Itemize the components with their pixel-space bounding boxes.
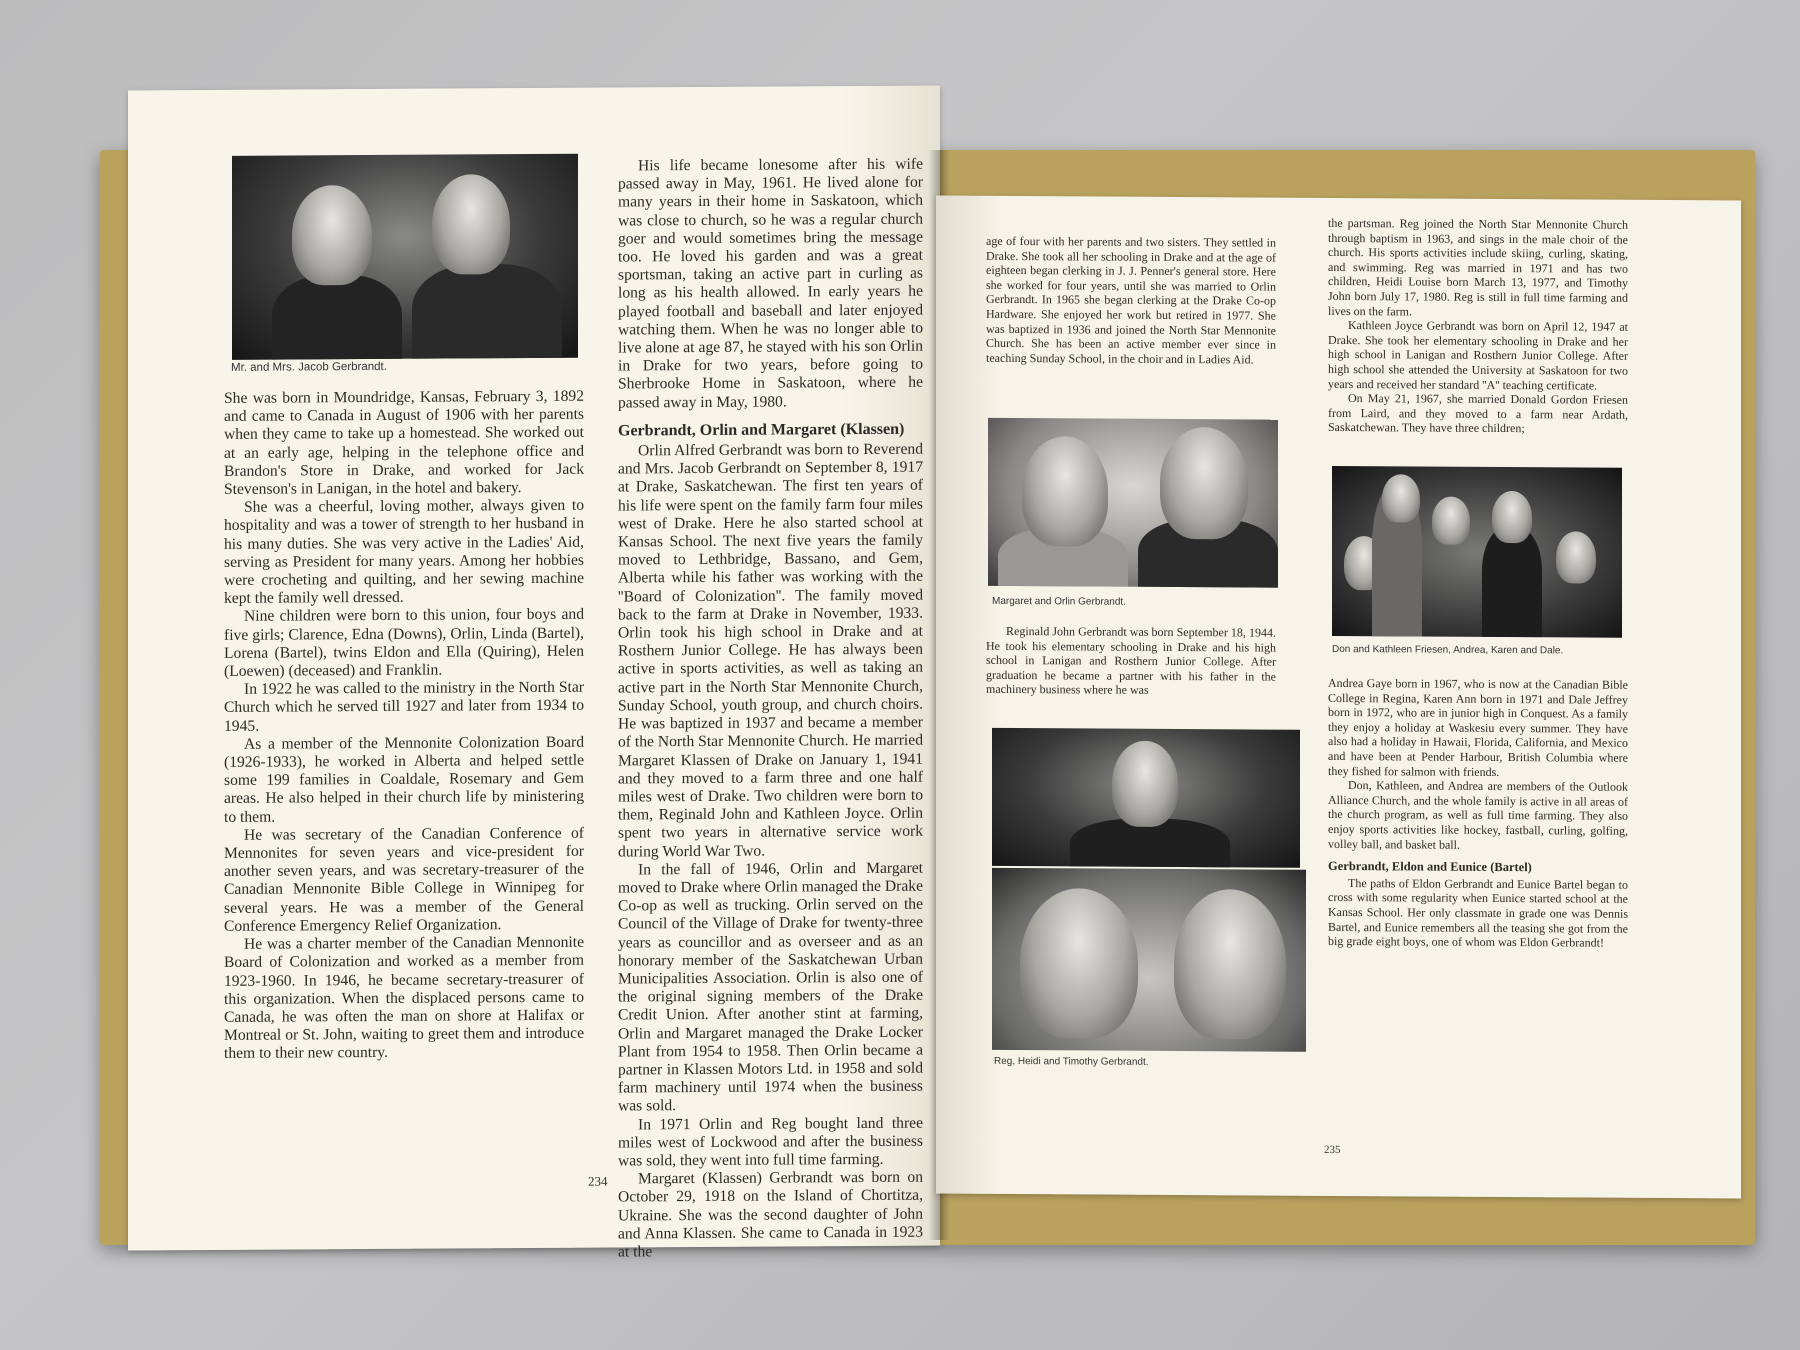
photo-caption: Don and Kathleen Friesen, Andrea, Karen and Dale.: [1332, 643, 1564, 657]
right-column-1: [986, 234, 1276, 367]
photo-caption: Mr. and Mrs. Jacob Gerbrandt.: [231, 360, 387, 374]
paragraph: Orlin Alfred Gerbrandt was born to Reverend and Mrs. Jacob Gerbrandt on September 8, 1917 at Drake, Saskatchewan. The first ten years of his life were spent on the family farm four miles west of Drake. Here he also started school at Kansas School. The next five years the family moved to Lethbridge, Bassano, and Gem, Alberta while his father was working with the ''Board of Colonization''. The family moved back to the farm at Drake in November, 1933. Orlin took his high school in Drake and at Rosthern Junior College. He has always been active in sports activities, as well as taking an active part in the North Star Mennonite Church, Sunday School, youth group, and church choirs. He was baptized in 1937 and became a member of the North Star Mennonite Church. He married Margaret Klassen of Drake on January 1, 1941 and they moved to a farm three and one half miles west of Drake. Two children were born to them, Reginald John and Kathleen Joyce. Orlin spent two years in alternative service work during World War Two.: [618, 440, 923, 861]
paragraph: Andrea Gaye born in 1967, who is now at the Canadian Bible College in Regina, Karen Ann born in 1971 and Dale Jeffrey born in 1972, who are in junior high in Conquest. As a family they enjoy a holiday at Waskesiu every summer. They have also had a holiday in Hawaii, Florida, California, and Mexico and have been at Pender Harbour, British Columbia where they fished for salmon with friends.: [1328, 675, 1628, 779]
paragraph: the partsman. Reg joined the North Star Mennonite Church through baptism in 1963, and sings in the male choir of the church. His sports activities include skiing, curling, skating, and swimming. Reg was married in 1971 and has two children, Heidi Louise born March 13, 1977, and Timothy John born July 17, 1980. Reg is still in full time farming and lives on the farm.: [1328, 215, 1628, 319]
right-column-2-lower: [1328, 676, 1628, 951]
left-page: [128, 86, 940, 1261]
page-number: 234: [588, 1173, 608, 1189]
photo-heidi-timothy: [992, 868, 1306, 1052]
right-column-1-reg: [986, 624, 1276, 699]
right-page: [936, 196, 1741, 1199]
paragraph: Kathleen Joyce Gerbrandt was born on April 12, 1947 at Drake. She took her elementary schooling in Drake and her high school in Lanigan and Rosthern Junior College. After high school she attended the University at Saskatoon for two years and received her standard ''A'' teaching certificate.: [1328, 318, 1628, 393]
paragraph: Margaret (Klassen) Gerbrandt was born on October 29, 1918 on the Island of Chortitza, Ukraine. She was the second daughter of John and Anna Klassen. She came to Canada in 1923 at the: [618, 1168, 923, 1261]
paragraph: Don, Kathleen, and Andrea are members of the Outlook Alliance Church, and the whole family is active in all areas of the church program, as well as full time farming. They also enjoy sports activities like hockey, fastball, curling, golfing, volley ball, and basket ball.: [1328, 778, 1628, 852]
paragraph: In 1922 he was called to the ministry in the North Star Church which he served till 1927 and later from 1934 to 1945.: [224, 678, 584, 735]
paragraph: In the fall of 1946, Orlin and Margaret moved to Drake where Orlin managed the Drake Co-op as well as trucking. Orlin served on the Council of the Village of Drake for twenty-three years as councillor and as overseer and as an honorary member of the Saskatchewan Urban Municipalities Association. Orlin is also one of the original signing members of the Drake Credit Union. After another stint at farming, Orlin and Margaret managed the Drake Locker Plant from 1954 to 1958. Then Orlin became a partner in Klassen Motors Ltd. in 1958 and sold farm machinery until 1974 when the business was sold.: [618, 859, 923, 1115]
paragraph: She was born in Moundridge, Kansas, February 3, 1892 and came to Canada in August of 1906 with her parents when they came to take up a homestead. She worked out at an early age, helping in the telephone office and Brandon's Store in Drake, and worked for Jack Stevenson's in Lanigan, in the hotel and bakery.: [224, 387, 584, 498]
paragraph: In 1971 Orlin and Reg bought land three miles west of Lockwood and after the business was sold, they went into full time farming.: [618, 1114, 923, 1170]
paragraph: He was secretary of the Canadian Conference of Mennonites for seven years and vice-president for another seven years, and was secretary-treasurer of the Canadian Mennonite Bible College in Winnipeg for several years. He was a member of the General Conference Emergency Relief Organization.: [224, 824, 584, 935]
paragraph: On May 21, 1967, she married Donald Gordon Friesen from Laird, and they moved to a farm near Ardath, Saskatchewan. They have three children;: [1328, 391, 1628, 436]
paragraph: She was a cheerful, loving mother, always given to hospitality and was a tower of strength to her husband in his many duties. She was very active in the Ladies' Aid, serving as President for many years. Among her hobbies were crocheting and quilting, and her sewing machine kept the family well dressed.: [224, 496, 584, 608]
photo-reg-gerbrandt-portrait: [992, 728, 1300, 868]
photo-friesen-family: [1332, 466, 1622, 638]
photo-caption: Reg, Heidi and Timothy Gerbrandt.: [994, 1055, 1149, 1068]
section-heading: Gerbrandt, Eldon and Eunice (Bartel): [1328, 859, 1532, 875]
paragraph: As a member of the Mennonite Colonization Board (1926-1933), he worked in Alberta and helped settle some 199 families in Coaldale, Rosemary and Gem areas. He also helped in their church life by ministering to them.: [224, 733, 584, 826]
section-heading: Gerbrandt, Orlin and Margaret (Klassen): [618, 420, 905, 440]
photo-mr-mrs-jacob-gerbrandt: [232, 154, 578, 360]
paragraph: The paths of Eldon Gerbrandt and Eunice Bartel began to cross with some regularity when Eunice started school at the Kansas School. Her only classmate in grade one was Dennis Bartel, and Eunice remembers all the teasing she got from the big grade eight boys, one of whom was Eldon Gerbrandt!: [1328, 875, 1628, 950]
paragraph: Nine children were born to this union, four boys and five girls; Clarence, Edna (Downs), Orlin, Linda (Bartel), Lorena (Bartel), twins Eldon and Ella (Quiring), Helen (Loewen) (deceased) and Franklin.: [224, 606, 584, 680]
paragraph: Reginald John Gerbrandt was born September 18, 1944. He took his elementary schooling in Drake and his high school in Lanigan and Rosthern Junior College. After graduation he became a partner with his father in the machinery business where he was: [986, 623, 1276, 698]
paragraph: He was a charter member of the Canadian Mennonite Board of Colonization and worked as a member from 1923-1960. In 1946, he became secretary-treasurer of this organization. When the displaced persons came to Canada, he was often the man on shore at Halifax or Montreal or St. John, waiting to greet them and introduce them to their new country.: [224, 933, 584, 1063]
photo-margaret-orlin-gerbrandt: [988, 418, 1278, 588]
paragraph: His life became lonesome after his wife passed away in May, 1961. He lived alone for many years in their home in Saskatoon, which was close to church, so he was a regular church goer and would sometimes bring the message too. He loved his garden and was a great sportsman, taking an active part in curling as long as his health allowed. In early years he played football and baseball and later enjoyed watching them. When he was no longer able to live alone at age 87, he stayed with his son Orlin in Drake for two years, before going to Sherbrooke Home in Saskatoon, where he passed away in May, 1980.: [618, 155, 923, 412]
photo-caption: Margaret and Orlin Gerbrandt.: [992, 595, 1126, 608]
left-column-1: [224, 388, 584, 1064]
left-column-2: [618, 156, 923, 1262]
paragraph: age of four with her parents and two sisters. They settled in Drake. She took all her schooling in Drake and at the age of eighteen began clerking in J. J. Penner's general store. Here she worked for four years, until she was married to Orlin Gerbrandt. In 1965 she began clerking at the Drake Co-op Hardware. She enjoyed her work but retired in 1977. She was baptized in 1936 and joined the North Star Mennonite Church. She has been an active member ever since in teaching Sunday School, in the choir and in Ladies Aid.: [986, 233, 1276, 367]
right-column-2: [1328, 216, 1628, 437]
page-number: 235: [1324, 1143, 1341, 1157]
